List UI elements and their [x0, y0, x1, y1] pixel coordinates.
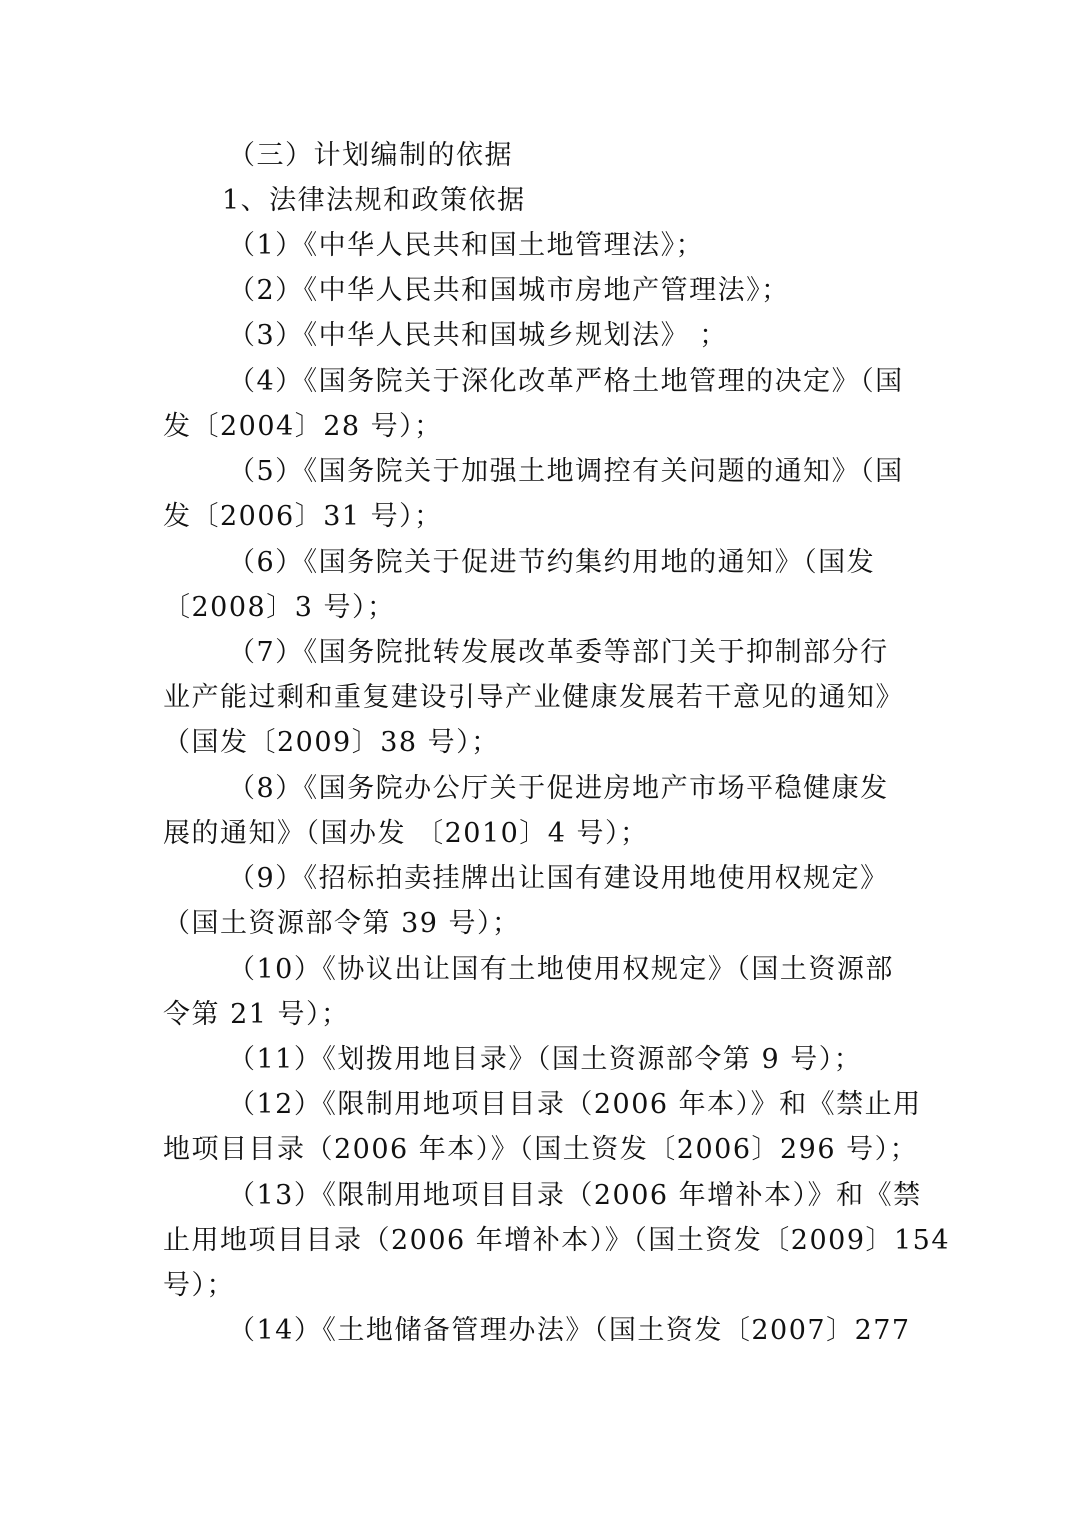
list-item: （3）《中华人民共和国城乡规划法》 ；	[228, 320, 728, 351]
list-item-continuation: 发〔2006〕31 号）；	[163, 501, 443, 532]
list-item-continuation: 令第 21 号）；	[163, 999, 350, 1030]
list-item: （9）《招标拍卖挂牌出让国有建设用地使用权规定》	[228, 863, 889, 894]
list-item: （12）《限制用地项目目录（2006 年本）》和《禁止用	[228, 1089, 922, 1120]
list-item-continuation: （国发〔2009〕38 号）；	[163, 727, 500, 758]
list-item: （4）《国务院关于深化改革严格土地管理的决定》（国	[228, 366, 904, 397]
list-item: （11）《划拨用地目录》（国土资源部令第 9 号）；	[228, 1044, 863, 1075]
list-item-continuation: （国土资源部令第 39 号）；	[163, 908, 521, 939]
list-item-continuation: 地项目目录（2006 年本）》（国土资发〔2006〕296 号）；	[163, 1134, 919, 1165]
list-item: （2）《中华人民共和国城市房地产管理法》；	[228, 275, 790, 306]
list-item-continuation: 展的通知》（国办发 〔2010〕4 号）；	[163, 818, 649, 849]
list-item: （7）《国务院批转发展改革委等部门关于抑制部分行	[228, 637, 889, 668]
list-item-continuation: 〔2008〕3 号）；	[163, 592, 396, 623]
list-item-continuation: 业产能过剩和重复建设引导产业健康发展若干意见的通知》	[163, 682, 904, 713]
list-item: （10）《协议出让国有土地使用权规定》（国土资源部	[228, 954, 894, 985]
list-item-continuation: 止用地项目目录（2006 年增补本）》（国土资发〔2009〕154	[163, 1225, 951, 1256]
list-item-continuation: 发〔2004〕28 号）；	[163, 411, 443, 442]
list-item: （1）《中华人民共和国土地管理法》；	[228, 230, 705, 261]
list-item: （6）《国务院关于促进节约集约用地的通知》（国发	[228, 547, 876, 578]
list-item: （8）《国务院办公厅关于促进房地产市场平稳健康发	[228, 773, 889, 804]
list-item: （14）《土地储备管理办法》（国土资发〔2007〕277	[228, 1315, 911, 1346]
subheading: 1、法律法规和政策依据	[222, 185, 526, 216]
list-item: （13）《限制用地项目目录（2006 年增补本）》和《禁	[228, 1180, 922, 1211]
list-item-continuation: 号）；	[163, 1270, 235, 1301]
list-item: （5）《国务院关于加强土地调控有关问题的通知》（国	[228, 456, 904, 487]
section-heading: （三）计划编制的依据	[228, 140, 513, 171]
